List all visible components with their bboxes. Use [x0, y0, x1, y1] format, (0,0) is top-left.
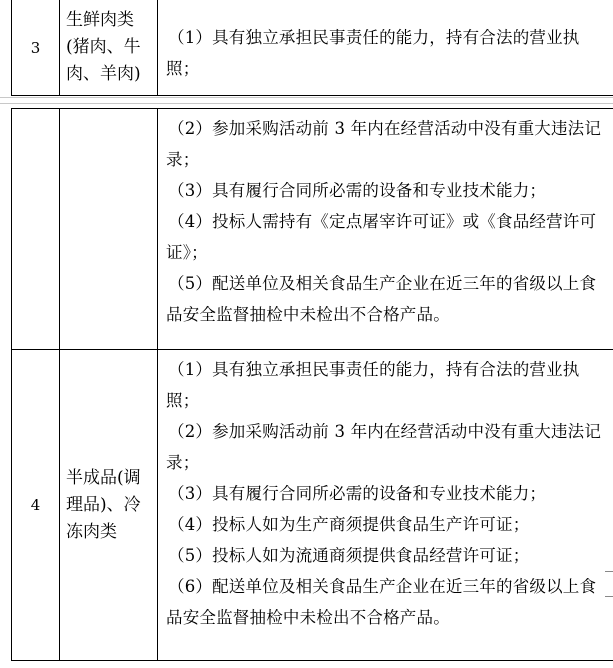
scrollbar-marker	[605, 596, 613, 597]
requirements-table-top	[11, 0, 613, 96]
requirement-item: （2）参加采购活动前 3 年内在经营活动中没有重大违法记录；	[166, 422, 602, 472]
row-number: 3	[12, 0, 60, 95]
requirement-item: （3）具有履行合同所必需的设备和专业技术能力；	[168, 484, 547, 503]
requirements-cell	[158, 109, 613, 349]
requirements-cell	[158, 350, 613, 660]
page-break-divider	[0, 103, 613, 104]
row-number: 4	[12, 350, 60, 660]
table-row	[12, 350, 613, 661]
requirement-item: （4）投标人如为生产商须提供食品生产许可证；	[168, 515, 530, 534]
requirement-item: （5）配送单位及相关食品生产企业在近三年的省级以上食品安全监督抽检中未检出不合格产品。	[166, 274, 597, 324]
requirements-cell	[158, 0, 613, 95]
requirement-item: （2）参加采购活动前 3 年内在经营活动中没有重大违法记录；	[166, 119, 602, 169]
requirement-item: （6）配送单位及相关食品生产企业在近三年的省级以上食品安全监督抽检中未检出不合格产品。	[166, 577, 597, 627]
table-row	[12, 0, 613, 96]
category-cell: 半成品(调理品)、冷冻肉类	[60, 350, 158, 660]
scrollbar-marker	[605, 571, 613, 572]
requirement-item: （1）具有独立承担民事责任的能力，持有合法的营业执照；	[166, 360, 580, 410]
requirement-item: （4）投标人需持有《定点屠宰许可证》或《食品经营许可证》；	[166, 212, 597, 262]
row-number	[12, 109, 60, 349]
requirement-item: （1）具有独立承担民事责任的能力，持有合法的营业执照；	[166, 28, 580, 78]
page-break-divider	[0, 97, 613, 98]
category-cell: 生鲜肉类(猪肉、牛肉、羊肉)	[60, 0, 158, 95]
requirements-table-bottom	[11, 108, 613, 661]
table-row	[12, 109, 613, 350]
requirement-item: （3）具有履行合同所必需的设备和专业技术能力；	[168, 181, 547, 200]
category-cell	[60, 109, 158, 349]
requirement-item: （5）投标人如为流通商须提供食品经营许可证；	[168, 546, 530, 565]
